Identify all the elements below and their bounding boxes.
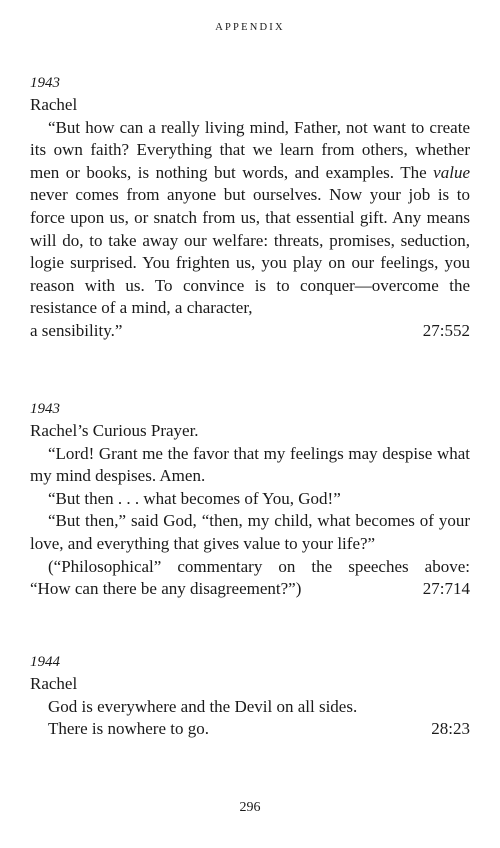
running-head: APPENDIX — [215, 22, 285, 33]
page-number: 296 — [239, 800, 261, 815]
entry-heading: Rachel — [30, 674, 78, 693]
dialogue-paragraph: “But then,” said God, “then, my child, what becomes of your love, and everything that gives value to your life?” — [30, 511, 470, 553]
entry-heading: Rachel’s Curious Prayer. — [30, 421, 199, 440]
citation-ref: 27:714 — [422, 579, 470, 599]
entry-closing-line — [30, 320, 470, 343]
emphasis-word: value — [433, 162, 470, 182]
prayer-paragraph: “Lord! Grant me the favor that my feelings may despise what my mind despises. Amen. — [30, 443, 470, 486]
entry-year: 1943 — [30, 75, 60, 91]
entry-1943-curious-prayer — [30, 398, 470, 601]
body-last-line: a sensibility.” — [30, 320, 123, 340]
body-last-line: There is nowhere to go. — [48, 719, 209, 739]
entry-year: 1944 — [30, 654, 60, 670]
entry-1944-rachel — [30, 651, 470, 741]
body-last-line: “How can there be any disagreement?”) — [30, 579, 302, 599]
citation-ref: 28:23 — [431, 719, 470, 739]
dialogue-paragraph: “But then . . . what becomes of You, God!” — [48, 488, 341, 508]
body-text: never comes from anyone but ourselves. Now your job is to force upon us, or snatch from us, that essential gift. Any means will do, to take away our welfare: threats, promises, seduction, logie surprised. You frighten us, you play on our feelings, you reason with us. To convince is to conquer—overcome the resistance of a mind, a character, — [30, 185, 470, 318]
body-line: God is everywhere and the Devil on all sides. — [48, 696, 358, 716]
citation-ref: 27:552 — [422, 320, 470, 340]
entry-heading: Rachel — [30, 95, 78, 114]
entry-year: 1943 — [30, 401, 60, 417]
entry-closing-line — [30, 718, 470, 741]
body-text: “But how can a really living mind, Father, not want to create its own faith? Everything that we learn from others, whether men or books, is nothing but words, and examples. The — [30, 117, 470, 182]
entry-closing-line — [30, 578, 470, 601]
entry-body — [30, 117, 470, 320]
commentary-paragraph: (“Philosophical” commentary on the speeches above: — [48, 556, 470, 576]
entry-1943-rachel — [30, 72, 470, 343]
